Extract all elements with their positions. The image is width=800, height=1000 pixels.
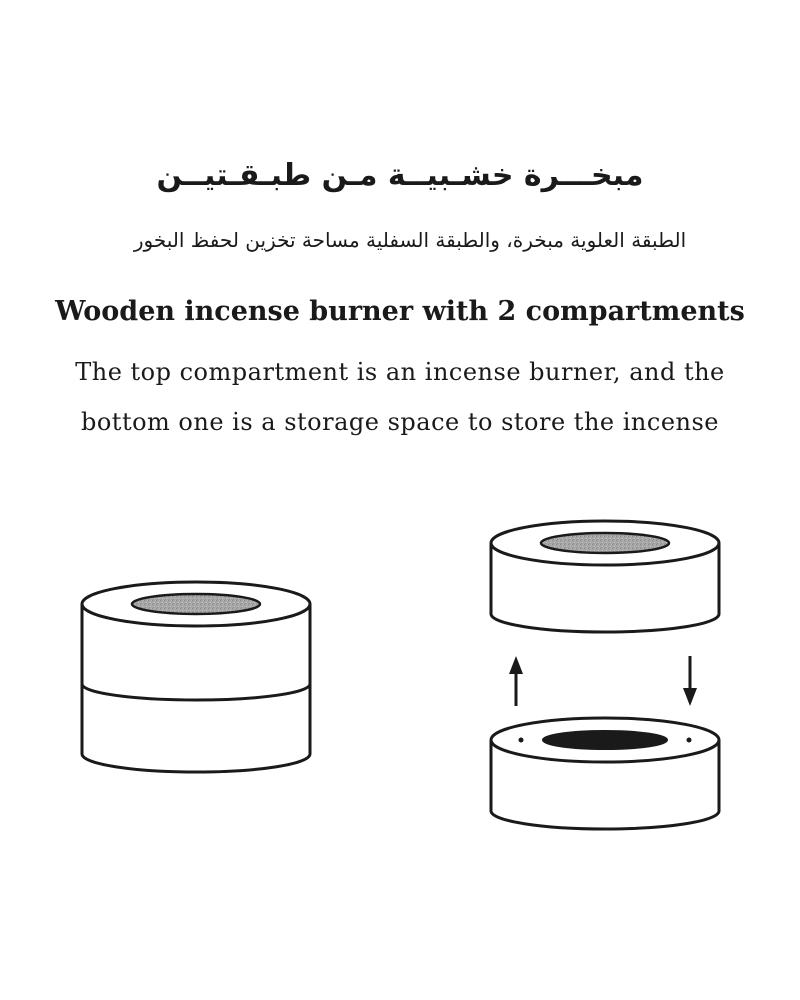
english-description-line-2: bottom one is a storage space to store the incense	[80, 408, 719, 436]
storage-recess	[543, 731, 667, 749]
assembled-burner	[82, 582, 310, 772]
burner-recess	[132, 594, 260, 614]
top-burner-recess	[541, 533, 669, 553]
peg-hole-left	[519, 738, 524, 743]
english-heading: Wooden incense burner with 2 compartments	[55, 296, 745, 327]
up-arrow-icon	[509, 656, 523, 706]
down-arrow-icon	[683, 656, 697, 706]
peg-hole-right	[687, 738, 692, 743]
arabic-heading: مبخـــرة خشـبيــة مـن طبـقـتيــن	[156, 158, 644, 193]
storage-compartment	[491, 718, 719, 829]
burner-compartment	[491, 521, 719, 632]
arabic-subheading: الطبقة العلوية مبخرة، والطبقة السفلية مساحة تخزين لحفظ البخور	[133, 228, 687, 252]
assembled-burner-body	[82, 604, 310, 772]
english-description-line-1: The top compartment is an incense burner, and the	[75, 358, 725, 386]
